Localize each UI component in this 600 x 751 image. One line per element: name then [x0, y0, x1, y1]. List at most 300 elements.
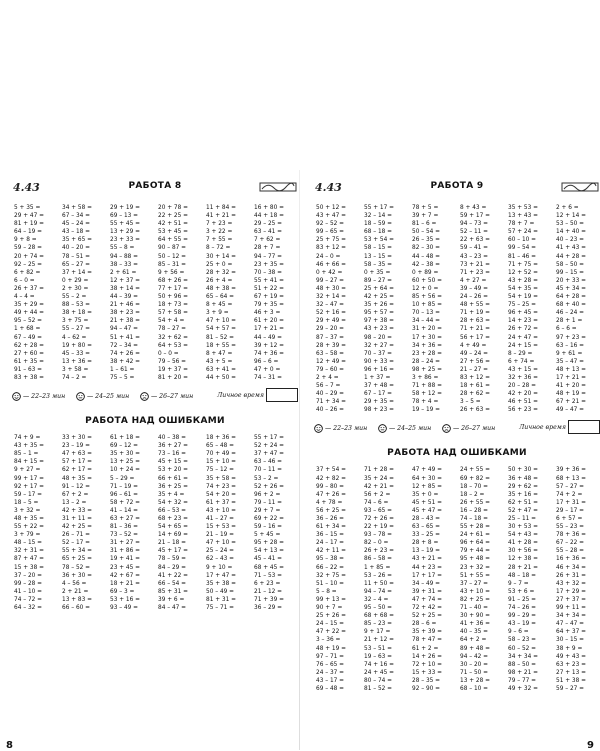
arithmetic-exercise: 17 + 31 =	[556, 499, 586, 506]
arithmetic-exercise: 41 + 22 =	[158, 572, 188, 579]
arithmetic-exercise: 59 – 41 =	[460, 245, 489, 252]
arithmetic-exercise: 81 + 20 =	[158, 374, 188, 381]
arithmetic-exercise: 13 + 43 =	[508, 213, 538, 220]
exercise-column	[554, 466, 600, 693]
arithmetic-exercise: 43 + 10 =	[206, 507, 236, 514]
arithmetic-exercise: 89 – 27 =	[364, 277, 393, 284]
arithmetic-exercise: 17 + 29 =	[556, 588, 586, 595]
arithmetic-exercise: 34 – 44 =	[412, 318, 441, 325]
arithmetic-exercise: 12 + 38 =	[508, 556, 538, 563]
arithmetic-exercise: 26 + 37 =	[14, 285, 44, 292]
timing-fast	[314, 424, 367, 433]
arithmetic-exercise: 78 – 52 =	[62, 564, 91, 571]
arithmetic-exercise: 21 – 12 =	[254, 588, 283, 595]
arithmetic-exercise: 72 + 10 =	[412, 661, 442, 668]
arithmetic-exercise: 43 – 23 =	[460, 253, 489, 260]
arithmetic-exercise: 23 + 32 =	[460, 564, 490, 571]
arithmetic-exercise: 27 + 37 =	[556, 596, 586, 603]
arithmetic-exercise: 89 + 48 =	[460, 645, 490, 652]
arithmetic-exercise: 71 – 40 =	[460, 605, 489, 612]
exercise-column	[60, 204, 106, 382]
arithmetic-exercise: 47 + 63 =	[62, 451, 92, 458]
arithmetic-exercise: 78 + 47 =	[412, 637, 442, 644]
arithmetic-exercise: 46 + 34 =	[556, 564, 586, 571]
exercise-column	[156, 204, 202, 382]
arithmetic-exercise: 54 + 57 =	[206, 326, 236, 333]
arithmetic-exercise: 71 + 21 =	[460, 326, 490, 333]
arithmetic-exercise: 20 + 78 =	[158, 205, 188, 211]
arithmetic-exercise: 71 + 34 =	[316, 399, 346, 406]
arithmetic-exercise: 15 + 33 =	[412, 669, 442, 676]
arithmetic-exercise: 56 + 2 =	[364, 491, 391, 498]
arithmetic-exercise: 71 + 23 =	[460, 269, 490, 276]
arithmetic-exercise: 28 – 43 =	[412, 516, 441, 522]
arithmetic-exercise: 3 + 86 =	[412, 374, 439, 381]
arithmetic-exercise: 44 + 18 =	[254, 213, 284, 220]
arithmetic-exercise: 63 – 41 =	[254, 229, 283, 236]
arithmetic-exercise: 69 + 82 =	[460, 475, 490, 482]
arithmetic-exercise: 18 + 73 =	[158, 302, 188, 309]
arithmetic-exercise: 14 + 69 =	[158, 532, 188, 539]
arithmetic-exercise: 69 – 48 =	[316, 685, 345, 692]
arithmetic-exercise: 46 + 66 =	[316, 261, 346, 268]
arithmetic-exercise: 94 – 74 =	[364, 588, 393, 595]
arithmetic-exercise: 40 – 35 =	[460, 629, 489, 636]
arithmetic-exercise: 0 + 35 =	[364, 269, 391, 276]
arithmetic-exercise: 48 + 30 =	[316, 285, 346, 292]
arithmetic-exercise: 33 – 25 =	[412, 532, 441, 539]
arithmetic-exercise: 21 + 46 =	[110, 302, 140, 309]
arithmetic-exercise: 52 + 25 =	[412, 613, 442, 620]
arithmetic-exercise: 43 + 10 =	[460, 588, 490, 595]
arithmetic-exercise: 54 + 13 =	[254, 548, 284, 555]
arithmetic-exercise: 13 + 25 =	[110, 459, 140, 466]
arithmetic-exercise: 45 + 15 =	[158, 459, 188, 466]
arithmetic-exercise: 63 + 27 =	[110, 516, 140, 522]
arithmetic-exercise: 51 + 41 =	[110, 334, 140, 341]
arithmetic-exercise: 15 + 53 =	[206, 524, 236, 531]
arithmetic-exercise: 87 + 47 =	[14, 556, 44, 563]
arithmetic-exercise: 44 + 23 =	[412, 564, 442, 571]
arithmetic-exercise: 41 – 27 =	[206, 516, 235, 522]
arithmetic-exercise: 67 – 17 =	[364, 391, 393, 398]
arithmetic-exercise: 68 + 23 =	[158, 516, 188, 522]
arithmetic-exercise: 19 – 63 =	[364, 653, 393, 660]
arithmetic-exercise: 14 + 40 =	[556, 229, 586, 236]
arithmetic-exercise: 26 – 71 =	[62, 532, 91, 539]
arithmetic-exercise: 49 + 32 =	[508, 685, 538, 692]
arithmetic-exercise: 18 – 59 =	[364, 221, 393, 228]
arithmetic-exercise: 3 – 36 =	[316, 637, 341, 644]
exercise-column	[108, 434, 154, 612]
arithmetic-exercise: 94 – 73 =	[460, 221, 489, 228]
arithmetic-exercise: 60 – 10 =	[508, 237, 537, 244]
exercise-column	[458, 466, 504, 693]
arithmetic-exercise: 56 + 23 =	[508, 407, 538, 414]
arithmetic-exercise: 61 + 35 =	[14, 358, 44, 365]
timing-slow-text: — 26–27 мин	[151, 393, 194, 401]
arithmetic-exercise: 24 + 47 =	[508, 334, 538, 341]
arithmetic-exercise: 7 + 62 =	[254, 237, 281, 244]
arithmetic-exercise: 73 – 16 =	[158, 451, 187, 458]
arithmetic-exercise: 6 + 82 =	[14, 269, 41, 276]
arithmetic-exercise: 98 + 25 =	[412, 366, 442, 373]
arithmetic-exercise: 80 – 74 =	[364, 677, 393, 684]
arithmetic-exercise: 43 + 32 =	[556, 580, 586, 587]
arithmetic-exercise: 48 + 35 =	[14, 516, 44, 522]
arithmetic-exercise: 58 – 50 =	[556, 261, 585, 268]
arithmetic-exercise: 42 + 25 =	[364, 294, 394, 301]
arithmetic-exercise: 96 + 45 =	[508, 310, 538, 317]
arithmetic-exercise: 97 – 71 =	[316, 653, 345, 660]
arithmetic-exercise: 27 + 13 =	[556, 669, 586, 676]
arithmetic-exercise: 44 + 50 =	[206, 374, 236, 381]
timing-medium-text: — 24–25 мин	[87, 393, 130, 401]
arithmetic-exercise: 28 + 7 =	[254, 245, 281, 252]
arithmetic-exercise: 58 – 15 =	[364, 245, 393, 252]
arithmetic-exercise: 99 + 13 =	[316, 596, 346, 603]
arithmetic-exercise: 54 + 19 =	[508, 294, 538, 301]
arithmetic-exercise: 56 – 7 =	[316, 383, 341, 390]
exercise-column	[60, 434, 106, 612]
arithmetic-exercise: 25 + 75 =	[316, 237, 346, 244]
arithmetic-exercise: 43 – 19 =	[508, 621, 537, 628]
arithmetic-exercise: 26 + 23 =	[364, 548, 394, 555]
arithmetic-exercise: 55 – 23 =	[556, 524, 585, 531]
arithmetic-exercise: 71 + 19 =	[460, 310, 490, 317]
arithmetic-exercise: 92 + 17 =	[14, 483, 44, 490]
exercise-column	[554, 204, 600, 414]
arithmetic-exercise: 37 – 27 =	[460, 580, 489, 587]
publisher-logo-icon	[560, 180, 600, 194]
arithmetic-exercise: 24 – 0 =	[316, 253, 341, 260]
arithmetic-exercise: 43 + 15 =	[508, 366, 538, 373]
arithmetic-exercise: 67 + 2 =	[62, 491, 89, 498]
arithmetic-exercise: 96 – 61 =	[110, 491, 139, 498]
arithmetic-exercise: 28 + 32 =	[206, 269, 236, 276]
arithmetic-exercise: 75 – 12 =	[206, 467, 235, 474]
personal-time-box[interactable]	[568, 420, 600, 434]
arithmetic-exercise: 11 + 84 =	[206, 205, 236, 211]
exercise-grid	[12, 204, 298, 382]
arithmetic-exercise: 2 + 4 =	[316, 374, 339, 381]
arithmetic-exercise: 21 – 19 =	[206, 532, 235, 539]
arithmetic-exercise: 71 – 53 =	[254, 572, 283, 579]
arithmetic-exercise: 28 + 21 =	[508, 564, 538, 571]
arithmetic-exercise: 55 + 17 =	[364, 205, 394, 211]
arithmetic-exercise: 42 + 51 =	[158, 221, 188, 228]
smile-face-icon	[314, 424, 323, 433]
arithmetic-exercise: 95 + 28 =	[254, 540, 284, 547]
arithmetic-exercise: 24 + 45 =	[364, 669, 394, 676]
exercise-column	[410, 466, 456, 693]
arithmetic-exercise: 44 + 28 =	[556, 253, 586, 260]
arithmetic-exercise: 18 – 5 =	[14, 499, 39, 506]
arithmetic-exercise: 68 – 18 =	[364, 229, 393, 236]
arithmetic-exercise: 29 + 47 =	[14, 213, 44, 220]
arithmetic-exercise: 94 – 88 =	[110, 253, 139, 260]
arithmetic-exercise: 63 + 23 =	[556, 661, 586, 668]
arithmetic-exercise: 47 + 0 =	[254, 366, 281, 373]
arithmetic-exercise: 35 + 4 =	[158, 491, 185, 498]
arithmetic-exercise: 49 + 44 =	[14, 310, 44, 317]
arithmetic-exercise: 69 – 13 =	[110, 213, 139, 220]
arithmetic-exercise: 96 + 16 =	[364, 366, 394, 373]
arithmetic-exercise: 6 – 0 =	[14, 277, 35, 284]
arithmetic-exercise: 21 + 12 =	[364, 637, 394, 644]
arithmetic-exercise: 29 + 62 =	[508, 483, 538, 490]
arithmetic-exercise: 32 + 75 =	[316, 572, 346, 579]
arithmetic-exercise: 35 + 29 =	[14, 302, 44, 309]
page-number: 9	[587, 740, 594, 751]
arithmetic-exercise: 81 + 19 =	[14, 221, 44, 228]
arithmetic-exercise: 70 + 49 =	[206, 451, 236, 458]
arithmetic-exercise: 53 + 6 =	[508, 588, 535, 595]
arithmetic-exercise: 57 + 58 =	[158, 310, 188, 317]
arithmetic-exercise: 35 + 24 =	[364, 475, 394, 482]
arithmetic-exercise: 10 + 24 =	[110, 467, 140, 474]
arithmetic-exercise: 17 + 30 =	[412, 334, 442, 341]
personal-time-box[interactable]	[266, 388, 298, 402]
arithmetic-exercise: 8 + 47 =	[206, 350, 233, 357]
arithmetic-exercise: 34 + 58 =	[62, 205, 92, 211]
exercise-column	[410, 204, 456, 414]
arithmetic-exercise: 97 + 23 =	[556, 334, 586, 341]
arithmetic-exercise: 38 + 9 =	[556, 645, 583, 652]
arithmetic-exercise: 33 + 30 =	[62, 435, 92, 442]
arithmetic-exercise: 92 – 25 =	[14, 261, 43, 268]
arithmetic-exercise: 1 + 85 =	[364, 564, 391, 571]
arithmetic-exercise: 66 – 53 =	[158, 507, 187, 514]
arithmetic-exercise: 91 – 25 =	[508, 596, 537, 603]
arithmetic-exercise: 48 – 18 =	[508, 572, 537, 579]
arithmetic-exercise: 85 + 31 =	[158, 588, 188, 595]
arithmetic-exercise: 31 + 20 =	[412, 326, 442, 333]
arithmetic-exercise: 47 + 26 =	[316, 491, 346, 498]
arithmetic-exercise: 29 – 25 =	[254, 221, 283, 228]
arithmetic-exercise: 64 – 19 =	[14, 229, 43, 236]
arithmetic-exercise: 48 + 13 =	[556, 366, 586, 373]
arithmetic-exercise: 28 + 62 =	[460, 391, 490, 398]
arithmetic-exercise: 3 + 58 =	[62, 366, 89, 373]
arithmetic-exercise: 42 + 82 =	[316, 475, 346, 482]
arithmetic-exercise: 64 + 53 =	[158, 342, 188, 349]
arithmetic-exercise: 53 – 2 =	[254, 475, 279, 482]
arithmetic-exercise: 13 + 28 =	[460, 677, 490, 684]
arithmetic-exercise: 45 – 41 =	[254, 556, 283, 563]
arithmetic-exercise: 48 – 15 =	[14, 540, 43, 547]
arithmetic-exercise: 45 + 17 =	[158, 548, 188, 555]
arithmetic-exercise: 55 + 34 =	[62, 548, 92, 555]
arithmetic-exercise: 19 – 19 =	[412, 407, 441, 414]
arithmetic-exercise: 17 + 21 =	[254, 326, 284, 333]
arithmetic-exercise: 81 – 52 =	[364, 685, 393, 692]
arithmetic-exercise: 56 + 25 =	[316, 507, 346, 514]
arithmetic-exercise: 24 – 26 =	[460, 294, 489, 301]
arithmetic-exercise: 26 + 55 =	[460, 499, 490, 506]
arithmetic-exercise: 96 – 6 =	[254, 358, 279, 365]
errors-section-title: РАБОТА НАД ОШИБКАМИ	[85, 416, 225, 427]
arithmetic-exercise: 43 + 21 =	[412, 556, 442, 563]
arithmetic-exercise: 61 + 2 =	[412, 645, 439, 652]
arithmetic-exercise: 31 + 11 =	[62, 516, 92, 522]
arithmetic-exercise: 21 – 27 =	[460, 366, 489, 373]
arithmetic-exercise: 68 + 13 =	[556, 475, 586, 482]
arithmetic-exercise: 74 – 31 =	[254, 374, 283, 381]
sad-face-icon	[442, 424, 451, 433]
exercise-column	[204, 434, 250, 612]
page-number: 8	[6, 740, 13, 751]
timing-row	[314, 420, 600, 436]
arithmetic-exercise: 4 – 62 =	[62, 334, 87, 341]
arithmetic-exercise: 55 + 45 =	[110, 221, 140, 228]
arithmetic-exercise: 17 + 47 =	[206, 572, 236, 579]
arithmetic-exercise: 18 + 36 =	[206, 435, 236, 442]
arithmetic-exercise: 90 + 7 =	[316, 605, 343, 612]
arithmetic-exercise: 3 + 22 =	[206, 229, 233, 236]
arithmetic-exercise: 28 – 35 =	[412, 677, 441, 684]
arithmetic-exercise: 72 + 26 =	[364, 516, 394, 522]
arithmetic-exercise: 94 – 47 =	[110, 326, 139, 333]
arithmetic-exercise: 29 – 17 =	[556, 507, 585, 514]
arithmetic-exercise: 7 + 55 =	[206, 237, 233, 244]
arithmetic-exercise: 24 + 15 =	[508, 342, 538, 349]
exercise-column	[506, 204, 552, 414]
arithmetic-exercise: 79 – 11 =	[254, 499, 283, 506]
book-gutter	[299, 170, 300, 750]
arithmetic-exercise: 15 + 38 =	[14, 564, 44, 571]
arithmetic-exercise: 8 – 29 =	[508, 350, 533, 357]
arithmetic-exercise: 24 + 55 =	[460, 467, 490, 474]
arithmetic-exercise: 68 + 40 =	[556, 302, 586, 309]
arithmetic-exercise: 35 + 38 =	[206, 580, 236, 587]
arithmetic-exercise: 3 + 32 =	[14, 507, 41, 514]
arithmetic-exercise: 1 + 37 =	[364, 374, 391, 381]
arithmetic-exercise: 7 + 23 =	[206, 221, 233, 228]
arithmetic-exercise: 9 + 27 =	[14, 467, 41, 474]
arithmetic-exercise: 48 + 35 =	[62, 475, 92, 482]
arithmetic-exercise: 32 + 27 =	[364, 342, 394, 349]
arithmetic-exercise: 74 + 23 =	[206, 483, 236, 490]
arithmetic-exercise: 88 – 53 =	[62, 302, 91, 309]
arithmetic-exercise: 29 + 35 =	[364, 399, 394, 406]
arithmetic-exercise: 58 + 72 =	[110, 499, 140, 506]
svg-text:4.43: 4.43	[315, 181, 342, 194]
arithmetic-exercise: 12 + 49 =	[316, 358, 346, 365]
arithmetic-exercise: 35 + 53 =	[508, 205, 538, 211]
arithmetic-exercise: 79 – 77 =	[508, 677, 537, 684]
arithmetic-exercise: 39 – 49 =	[460, 285, 489, 292]
arithmetic-exercise: 43 + 47 =	[316, 213, 346, 220]
arithmetic-exercise: 72 + 42 =	[412, 605, 442, 612]
arithmetic-exercise: 28 + 1 =	[556, 318, 583, 325]
arithmetic-exercise: 78 – 27 =	[158, 326, 187, 333]
arithmetic-exercise: 20 – 28 =	[508, 383, 537, 390]
exercise-column	[252, 204, 298, 382]
arithmetic-exercise: 66 – 54 =	[158, 580, 187, 587]
arithmetic-exercise: 28 – 6 =	[412, 621, 437, 628]
arithmetic-exercise: 52 + 24 =	[254, 443, 284, 450]
arithmetic-exercise: 74 + 9 =	[14, 435, 41, 442]
arithmetic-exercise: 45 + 51 =	[412, 499, 442, 506]
arithmetic-exercise: 52 + 26 =	[254, 483, 284, 490]
arithmetic-exercise: 35 + 30 =	[110, 451, 140, 458]
arithmetic-exercise: 68 + 26 =	[158, 277, 188, 284]
arithmetic-exercise: 9 + 56 =	[158, 269, 185, 276]
arithmetic-exercise: 96 + 64 =	[460, 540, 490, 547]
arithmetic-exercise: 62 – 43 =	[206, 556, 235, 563]
arithmetic-exercise: 29 + 19 =	[110, 205, 140, 211]
arithmetic-exercise: 65 – 48 =	[206, 443, 235, 450]
arithmetic-exercise: 3 + 75 =	[62, 318, 89, 325]
arithmetic-exercise: 36 – 29 =	[254, 605, 283, 612]
arithmetic-exercise: 18 – 2 =	[460, 491, 485, 498]
arithmetic-exercise: 8 + 43 =	[460, 205, 487, 211]
arithmetic-exercise: 45 + 47 =	[412, 507, 442, 514]
arithmetic-exercise: 30 + 53 =	[508, 524, 538, 531]
arithmetic-exercise: 70 – 13 =	[412, 310, 441, 317]
arithmetic-exercise: 42 + 67 =	[110, 572, 140, 579]
arithmetic-exercise: 41 + 28 =	[508, 540, 538, 547]
arithmetic-exercise: 74 – 6 =	[364, 499, 389, 506]
arithmetic-exercise: 87 – 37 =	[316, 334, 345, 341]
arithmetic-exercise: 73 – 52 =	[110, 532, 139, 539]
arithmetic-exercise: 64 + 30 =	[412, 475, 442, 482]
arithmetic-exercise: 32 – 47 =	[316, 302, 345, 309]
arithmetic-exercise: 98 + 23 =	[364, 407, 394, 414]
arithmetic-exercise: 26 + 72 =	[508, 326, 538, 333]
arithmetic-exercise: 47 + 22 =	[316, 629, 346, 636]
arithmetic-exercise: 35 + 39 =	[412, 629, 442, 636]
arithmetic-exercise: 49 – 24 =	[460, 350, 489, 357]
arithmetic-exercise: 54 + 32 =	[158, 499, 188, 506]
arithmetic-exercise: 9 – 6 =	[508, 629, 529, 636]
arithmetic-exercise: 97 + 38 =	[364, 318, 394, 325]
arithmetic-exercise: 14 + 23 =	[508, 318, 538, 325]
arithmetic-exercise: 3 + 79 =	[14, 532, 41, 539]
arithmetic-exercise: 68 + 45 =	[254, 564, 284, 571]
arithmetic-exercise: 29 + 7 =	[254, 507, 281, 514]
arithmetic-exercise: 82 + 25 =	[460, 596, 490, 603]
arithmetic-exercise: 1 – 61 =	[110, 366, 135, 373]
arithmetic-exercise: 40 – 38 =	[158, 435, 187, 442]
arithmetic-exercise: 92 – 90 =	[412, 685, 441, 692]
arithmetic-exercise: 4 + 27 =	[460, 277, 487, 284]
arithmetic-exercise: 20 + 33 =	[556, 277, 586, 284]
arithmetic-exercise: 46 + 51 =	[508, 399, 538, 406]
arithmetic-exercise: 52 + 16 =	[316, 310, 346, 317]
arithmetic-exercise: 71 – 50 =	[460, 669, 489, 676]
arithmetic-exercise: 39 + 12 =	[254, 342, 284, 349]
arithmetic-exercise: 31 + 27 =	[110, 540, 140, 547]
arithmetic-exercise: 65 + 25 =	[62, 556, 92, 563]
arithmetic-exercise: 27 + 56 =	[460, 358, 490, 365]
arithmetic-exercise: 53 – 26 =	[364, 572, 393, 579]
arithmetic-exercise: 78 + 7 =	[508, 221, 535, 228]
arithmetic-exercise: 99 + 11 =	[556, 605, 586, 612]
arithmetic-exercise: 50 + 96 =	[158, 294, 188, 301]
arithmetic-exercise: 32 + 36 =	[508, 374, 538, 381]
timing-medium-text: — 24–25 мин	[389, 425, 432, 433]
arithmetic-exercise: 63 – 65 =	[412, 524, 441, 531]
arithmetic-exercise: 30 + 56 =	[508, 548, 538, 555]
arithmetic-exercise: 47 – 47 =	[556, 621, 585, 628]
exercise-column	[362, 466, 408, 693]
arithmetic-exercise: 53 + 54 =	[364, 237, 394, 244]
page-title: РАБОТА 8	[128, 181, 182, 191]
arithmetic-exercise: 19 + 80 =	[62, 342, 92, 349]
arithmetic-exercise: 41 – 14 =	[110, 507, 139, 514]
